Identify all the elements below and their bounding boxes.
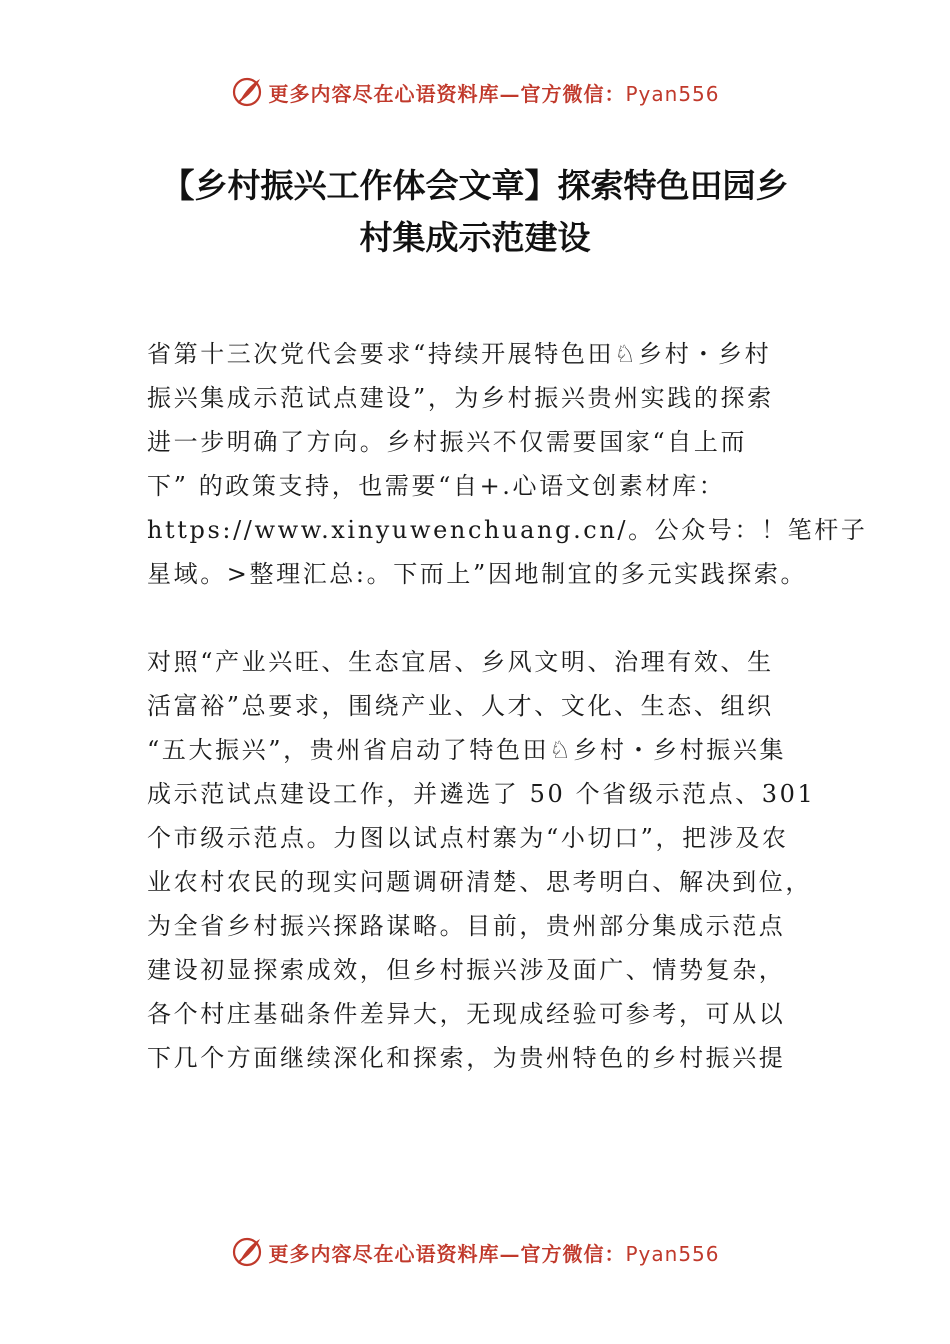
paragraph-line: 下” 的政策支持，也需要“自+.心语文创素材库： <box>147 472 726 500</box>
quill-pen-logo-icon <box>230 1235 264 1269</box>
paragraph-line: 对照“产业兴旺、生态宜居、乡风文明、治理有效、生 <box>147 648 774 676</box>
footer-banner <box>0 1232 950 1272</box>
paragraph-1 <box>147 332 868 596</box>
banner-text <box>268 78 719 107</box>
banner-wechat-id: Pyan556 <box>625 81 720 106</box>
paragraph-line: 业农村农民的现实问题调研清楚、思考明白、解决到位， <box>147 868 812 896</box>
document-title <box>110 160 840 264</box>
title-line: 【乡村振兴工作体会文章】探索特色田园乡 <box>161 166 789 205</box>
paragraph-line: 进一步明确了方向。乡村振兴不仅需要国家“自上而 <box>147 428 748 456</box>
banner-label: 更多内容尽在心语资料库—官方微信： <box>268 1241 626 1266</box>
paragraph-line: 下几个方面继续深化和探索，为贵州特色的乡村振兴提 <box>147 1044 786 1072</box>
paragraph-line: 活富裕”总要求，围绕产业、人才、文化、生态、组织 <box>147 692 774 720</box>
title-line: 村集成示范建设 <box>359 218 591 257</box>
paragraph-line: 星域。>整理汇总:。下而上”因地制宜的多元实践探索。 <box>147 560 808 588</box>
banner-wechat-id: Pyan556 <box>625 1241 720 1266</box>
paragraph-line: 振兴集成示范试点建设”，为乡村振兴贵州实践的探索 <box>147 384 774 412</box>
banner-label: 更多内容尽在心语资料库—官方微信： <box>268 81 626 106</box>
paragraph-line: 为全省乡村振兴探路谋略。目前，贵州部分集成示范点 <box>147 912 786 940</box>
paragraph-line: 成示范试点建设工作，并遴选了 50 个省级示范点、301 <box>147 780 816 808</box>
paragraph-2 <box>147 640 816 1080</box>
paragraph-line: https://www.xinyuwenchuang.cn/。公众号：！笔杆子 <box>147 516 868 544</box>
paragraph-line: 个市级示范点。力图以试点村寨为“小切口”，把涉及农 <box>147 824 789 852</box>
paragraph-line: “五大振兴”，贵州省启动了特色田♘乡村・乡村振兴集 <box>147 736 787 764</box>
banner-text <box>268 1238 719 1267</box>
paragraph-line: 各个村庄基础条件差异大，无现成经验可参考，可从以 <box>147 1000 786 1028</box>
paragraph-line: 建设初显探索成效，但乡村振兴涉及面广、情势复杂， <box>147 956 786 984</box>
header-banner <box>0 72 950 112</box>
paragraph-line: 省第十三次党代会要求“持续开展特色田♘乡村・乡村 <box>147 340 772 368</box>
quill-pen-logo-icon <box>230 75 264 109</box>
